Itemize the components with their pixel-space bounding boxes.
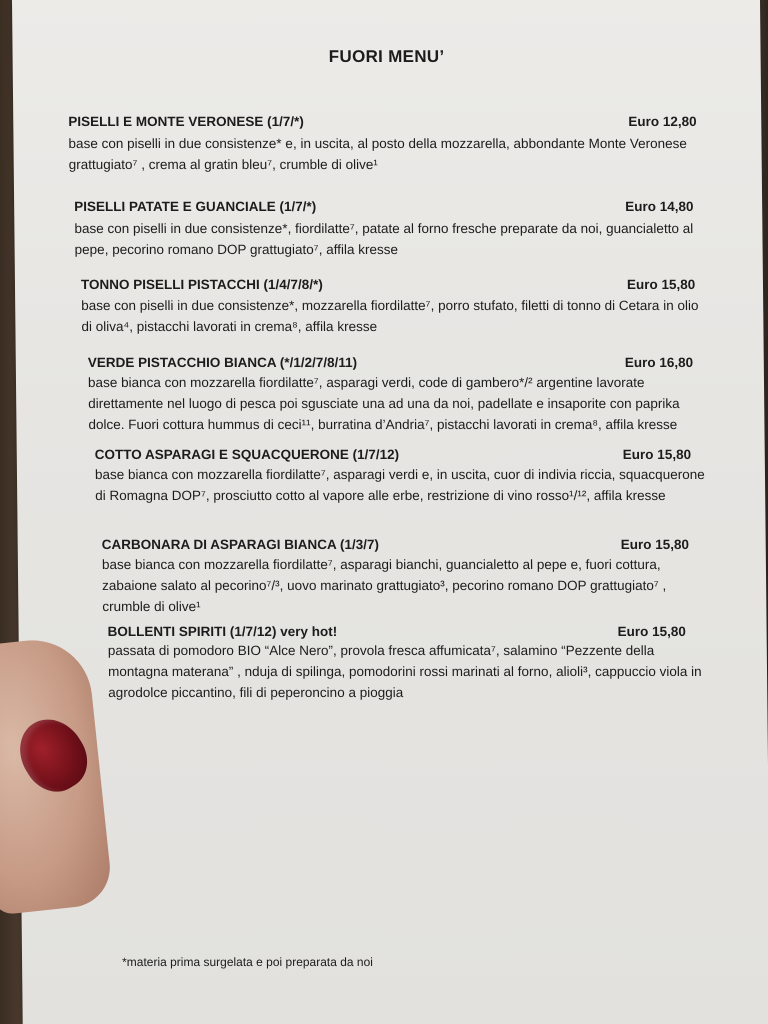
menu-title: FUORI MENU’: [328, 47, 445, 66]
menu-item-name: PISELLI PATATE E GUANCIALE (1/7/*): [74, 199, 317, 214]
menu-item-price: Euro 14,80: [625, 199, 694, 214]
menu-item-description: base bianca con mozzarella fiordilatte⁷, asparagi verdi, code di gambero*/² argentine lavorate direttamente nel luogo di pesca poi sgusciate una ad una da noi, padellate e insaporite con paprika dolce. Fuori cottura hummus di ceci¹¹, burratina d’Andria⁷, pistacchi lavorati in crema⁸, affila kresse: [87, 375, 680, 432]
menu-item-name: COTTO ASPARAGI E SQUACQUERONE (1/7/12): [94, 447, 400, 462]
menu-item-description: base con piselli in due consistenze*, fiordilatte⁷, patate al forno fresche preparate da noi, guancialetto al pepe, pecorino romano DOP grattugiato⁷, affila kresse: [74, 221, 694, 257]
menu-item-price: Euro 16,80: [624, 355, 694, 370]
menu-footnote: *materia prima surgelata e poi preparata da noi: [122, 955, 373, 969]
menu-item-description: base bianca con mozzarella fiordilatte⁷, asparagi verdi e, in uscita, cuor di indivia riccia, squacquerone di Romagna DOP⁷, prosciutto cotto al vapore alle erbe, restrizione di vino rosso¹/¹², affila kresse: [94, 467, 705, 503]
menu-item-name: PISELLI E MONTE VERONESE (1/7/*): [68, 114, 304, 129]
menu-item-price: Euro 15,80: [622, 447, 692, 462]
menu-item-description: passata di pomodoro BIO “Alce Nero”, provola fresca affumicata⁷, salamino “Pezzente della montagna materana” , nduja di spilinga, pomodorini rossi marinati al forno, alioli³, cappuccio viola in agrodolce piccantino, fili di peperoncino a pioggia: [107, 643, 702, 700]
menu-item-name: VERDE PISTACCHIO BIANCA (*/1/2/7/8/11): [87, 355, 358, 370]
menu-sheet: [12, 0, 768, 1024]
menu-item-name: BOLLENTI SPIRITI (1/7/12) very hot!: [107, 624, 338, 639]
menu-item-price: Euro 12,80: [628, 114, 697, 129]
menu-item-price: Euro 15,80: [620, 537, 690, 552]
menu-item-name: TONNO PISELLI PISTACCHI (1/4/7/8/*): [80, 277, 323, 292]
menu-item-description: base bianca con mozzarella fiordilatte⁷, asparagi bianchi, guancialetto al pepe e, fuori cottura, zabaione salato al pecorino⁷/³, uovo marinato grattugiato³, pecorino romano DOP grattugiato⁷ , crumble di olive¹: [101, 557, 667, 614]
menu-item-price: Euro 15,80: [617, 624, 686, 639]
menu-item-description: base con piselli in due consistenze*, mozzarella fiordilatte⁷, porro stufato, filetti di tonno di Cetara in olio di oliva⁴, pistacchi lavorati in crema⁸, affila kresse: [81, 298, 699, 334]
menu-item-name: CARBONARA DI ASPARAGI BIANCA (1/3/7): [101, 537, 380, 552]
menu-item-description: base con piselli in due consistenze* e, in uscita, al posto della mozzarella, abbondante Monte Veronese grattugiato⁷ , crema al gratin bleu⁷, crumble di olive¹: [68, 136, 687, 172]
menu-item-price: Euro 15,80: [626, 277, 696, 292]
